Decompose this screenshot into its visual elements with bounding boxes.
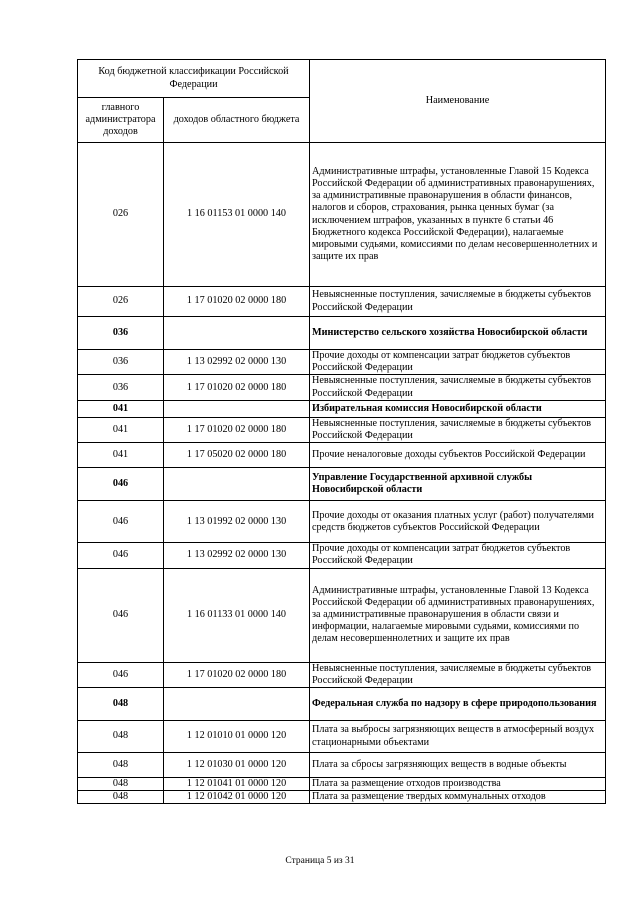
table-row [78, 791, 606, 804]
admin-code-cell: 041 [78, 443, 164, 468]
income-code-cell: 1 12 01042 01 0000 120 [164, 791, 310, 804]
admin-code-cell: 048 [78, 791, 164, 804]
table-row [78, 143, 606, 287]
income-code-cell [164, 400, 310, 417]
table-row [78, 662, 606, 687]
income-code-cell: 1 17 05020 02 0000 180 [164, 443, 310, 468]
group-row [78, 468, 606, 501]
admin-code-cell: 048 [78, 778, 164, 791]
name-cell: Административные штрафы, установленные Главой 15 Кодекса Российской Федерации об административных правонарушениях, за административные правонарушения в области финансов, налогов и сборов, страхования, рынка ценных бумаг (за исключением штрафов, указанных в пункте 6 статьи 46 Бюджетного кодекса Российской Федерации), налагаемые мировыми судьями, комиссиями по делам несовершеннолетних и защите их прав [310, 143, 606, 287]
table-row [78, 721, 606, 753]
name-cell: Плата за размещение твердых коммунальных отходов [310, 791, 606, 804]
table-row [78, 543, 606, 568]
income-code-cell: 1 12 01010 01 0000 120 [164, 721, 310, 753]
name-cell: Избирательная комиссия Новосибирской области [310, 400, 606, 417]
header-row-top [78, 60, 606, 98]
budget-classification-table [77, 59, 606, 804]
name-cell: Административные штрафы, установленные Главой 13 Кодекса Российской Федерации об административных правонарушениях, за административные правонарушения в области связи и информации, налагаемые мировыми судьями, комиссиями по делам несовершеннолетних и защите их прав [310, 568, 606, 662]
income-code-cell: 1 17 01020 02 0000 180 [164, 287, 310, 317]
admin-code-cell: 048 [78, 688, 164, 721]
name-cell: Плата за сбросы загрязняющих веществ в водные объекты [310, 753, 606, 778]
name-cell: Плата за выбросы загрязняющих веществ в атмосферный воздух стационарными объектами [310, 721, 606, 753]
income-code-cell: 1 12 01041 01 0000 120 [164, 778, 310, 791]
admin-code-cell: 046 [78, 468, 164, 501]
income-code-cell: 1 13 02992 02 0000 130 [164, 350, 310, 375]
income-code-cell: 1 13 02992 02 0000 130 [164, 543, 310, 568]
admin-code-cell: 048 [78, 753, 164, 778]
name-cell: Невыясненные поступления, зачисляемые в бюджеты субъектов Российской Федерации [310, 287, 606, 317]
admin-code-cell: 036 [78, 317, 164, 350]
group-row [78, 400, 606, 417]
name-cell: Прочие доходы от оказания платных услуг (работ) получателями средств бюджетов субъектов Российской Федерации [310, 501, 606, 543]
income-code-cell [164, 468, 310, 501]
admin-code-cell: 046 [78, 568, 164, 662]
income-code-cell: 1 17 01020 02 0000 180 [164, 417, 310, 442]
name-cell: Прочие доходы от компенсации затрат бюджетов субъектов Российской Федерации [310, 543, 606, 568]
name-cell: Министерство сельского хозяйства Новосибирской области [310, 317, 606, 350]
table-row [78, 443, 606, 468]
income-code-cell: 1 17 01020 02 0000 180 [164, 662, 310, 687]
group-row [78, 317, 606, 350]
admin-code-cell: 046 [78, 662, 164, 687]
income-code-cell: 1 17 01020 02 0000 180 [164, 375, 310, 400]
table-row [78, 287, 606, 317]
income-code-cell: 1 16 01133 01 0000 140 [164, 568, 310, 662]
group-row [78, 688, 606, 721]
name-cell: Плата за размещение отходов производства [310, 778, 606, 791]
name-cell: Невыясненные поступления, зачисляемые в бюджеты субъектов Российской Федерации [310, 375, 606, 400]
admin-code-cell: 041 [78, 417, 164, 442]
name-cell: Федеральная служба по надзору в сфере природопользования [310, 688, 606, 721]
admin-code-cell: 041 [78, 400, 164, 417]
admin-code-cell: 026 [78, 287, 164, 317]
admin-code-cell: 048 [78, 721, 164, 753]
income-code-cell: 1 13 01992 02 0000 130 [164, 501, 310, 543]
name-cell: Невыясненные поступления, зачисляемые в бюджеты субъектов Российской Федерации [310, 662, 606, 687]
name-header: Наименование [310, 60, 606, 143]
income-code-cell: 1 16 01153 01 0000 140 [164, 143, 310, 287]
income-header: доходов областного бюджета [164, 98, 310, 143]
table-row [78, 568, 606, 662]
admin-code-cell: 036 [78, 375, 164, 400]
table-body [78, 60, 606, 804]
admin-code-cell: 046 [78, 501, 164, 543]
kbk-header: Код бюджетной классификации Российской Федерации [78, 60, 310, 98]
table-row [78, 753, 606, 778]
name-cell: Управление Государственной архивной службы Новосибирской области [310, 468, 606, 501]
name-cell: Прочие неналоговые доходы субъектов Российской Федерации [310, 443, 606, 468]
table-row [78, 778, 606, 791]
table-row [78, 350, 606, 375]
income-code-cell: 1 12 01030 01 0000 120 [164, 753, 310, 778]
income-code-cell [164, 317, 310, 350]
admin-header: главного администратора доходов [78, 98, 164, 143]
page-footer: Страница 5 из 31 [285, 856, 355, 866]
income-code-cell [164, 688, 310, 721]
table-row [78, 417, 606, 442]
admin-code-cell: 036 [78, 350, 164, 375]
table-row [78, 375, 606, 400]
name-cell: Невыясненные поступления, зачисляемые в бюджеты субъектов Российской Федерации [310, 417, 606, 442]
admin-code-cell: 046 [78, 543, 164, 568]
table-row [78, 501, 606, 543]
admin-code-cell: 026 [78, 143, 164, 287]
name-cell: Прочие доходы от компенсации затрат бюджетов субъектов Российской Федерации [310, 350, 606, 375]
